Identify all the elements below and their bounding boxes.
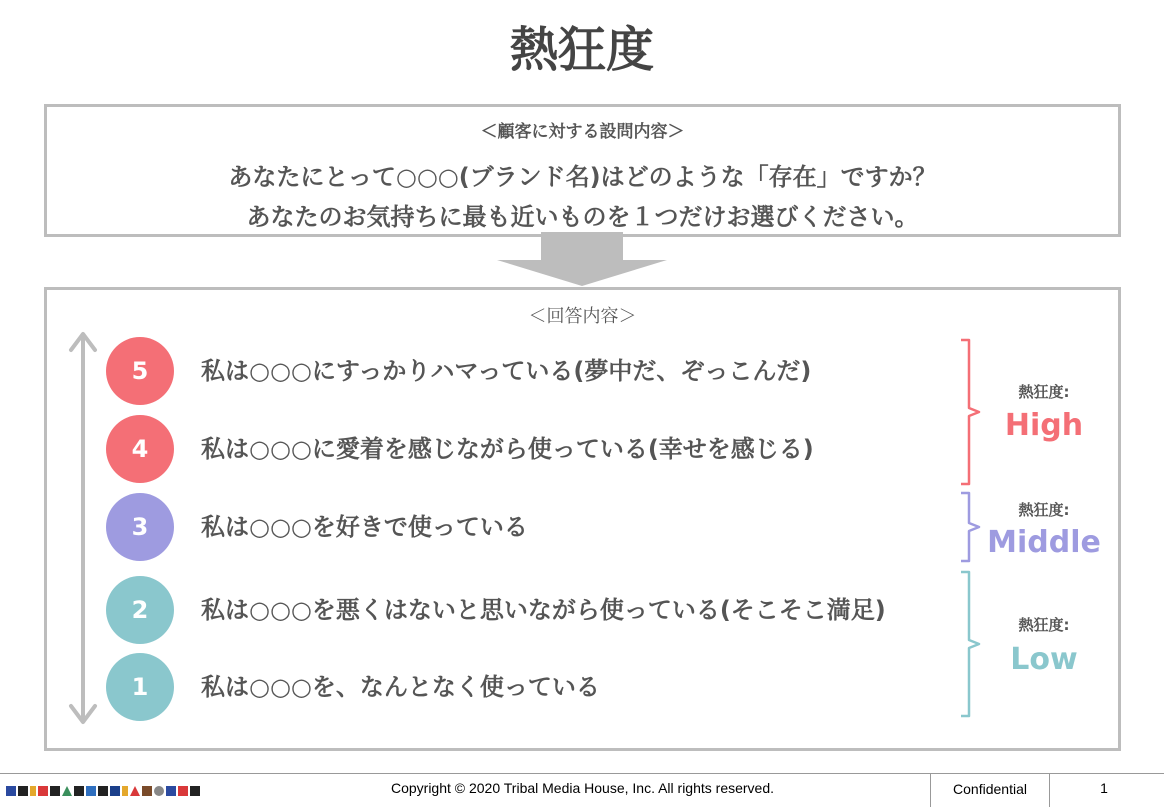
level-label-low: 熱狂度: <box>1018 616 1070 634</box>
answer-item-2 <box>47 576 947 644</box>
answer-item-4 <box>47 415 947 483</box>
number-badge: 3 <box>106 493 174 561</box>
question-line-1: あなたにとって○○○(ブランド名)はどのような「存在」ですか？ <box>228 163 937 191</box>
question-box <box>44 104 1121 237</box>
answer-text: 私は○○○に愛着を感じながら使っている(幸せを感じる) <box>201 435 814 463</box>
level-label-high: 熱狂度: <box>1018 383 1070 401</box>
answer-item-5 <box>47 337 947 405</box>
question-text <box>47 157 1118 237</box>
copyright-text: Copyright © 2020 Tribal Media House, Inc. All rights reserved. <box>390 780 775 796</box>
answer-item-3 <box>47 493 947 561</box>
confidential-label: Confidential <box>930 774 1050 807</box>
answer-text: 私は○○○にすっかりハマっている(夢中だ、ぞっこんだ) <box>201 357 812 385</box>
answer-text: 私は○○○を悪くはないと思いながら使っている(そこそこ満足) <box>201 596 886 624</box>
level-value-high: High <box>1004 408 1084 443</box>
answer-box <box>44 287 1121 751</box>
question-header: ＜顧客に対する設問内容＞ <box>480 122 685 142</box>
level-value-low: Low <box>1010 642 1078 677</box>
level-value-middle: Middle <box>987 525 1101 560</box>
footer <box>0 773 1164 807</box>
number-badge: 5 <box>106 337 174 405</box>
answer-text: 私は○○○を好きで使っている <box>201 513 528 541</box>
number-badge: 2 <box>106 576 174 644</box>
number-badge: 4 <box>106 415 174 483</box>
page-title: 熱狂度 <box>509 22 654 78</box>
level-label-middle: 熱狂度: <box>1018 501 1070 519</box>
tribal-media-house-logo <box>6 783 236 799</box>
answer-text: 私は○○○を、なんとなく使っている <box>201 673 600 701</box>
number-badge: 1 <box>106 653 174 721</box>
arrow-down-icon <box>497 232 667 286</box>
question-line-2: あなたのお気持ちに最も近いものを１つだけお選びください。 <box>246 203 919 231</box>
answer-header: ＜回答内容＞ <box>528 306 637 327</box>
answer-item-1 <box>47 653 947 721</box>
page-number: 1 <box>1100 780 1108 796</box>
